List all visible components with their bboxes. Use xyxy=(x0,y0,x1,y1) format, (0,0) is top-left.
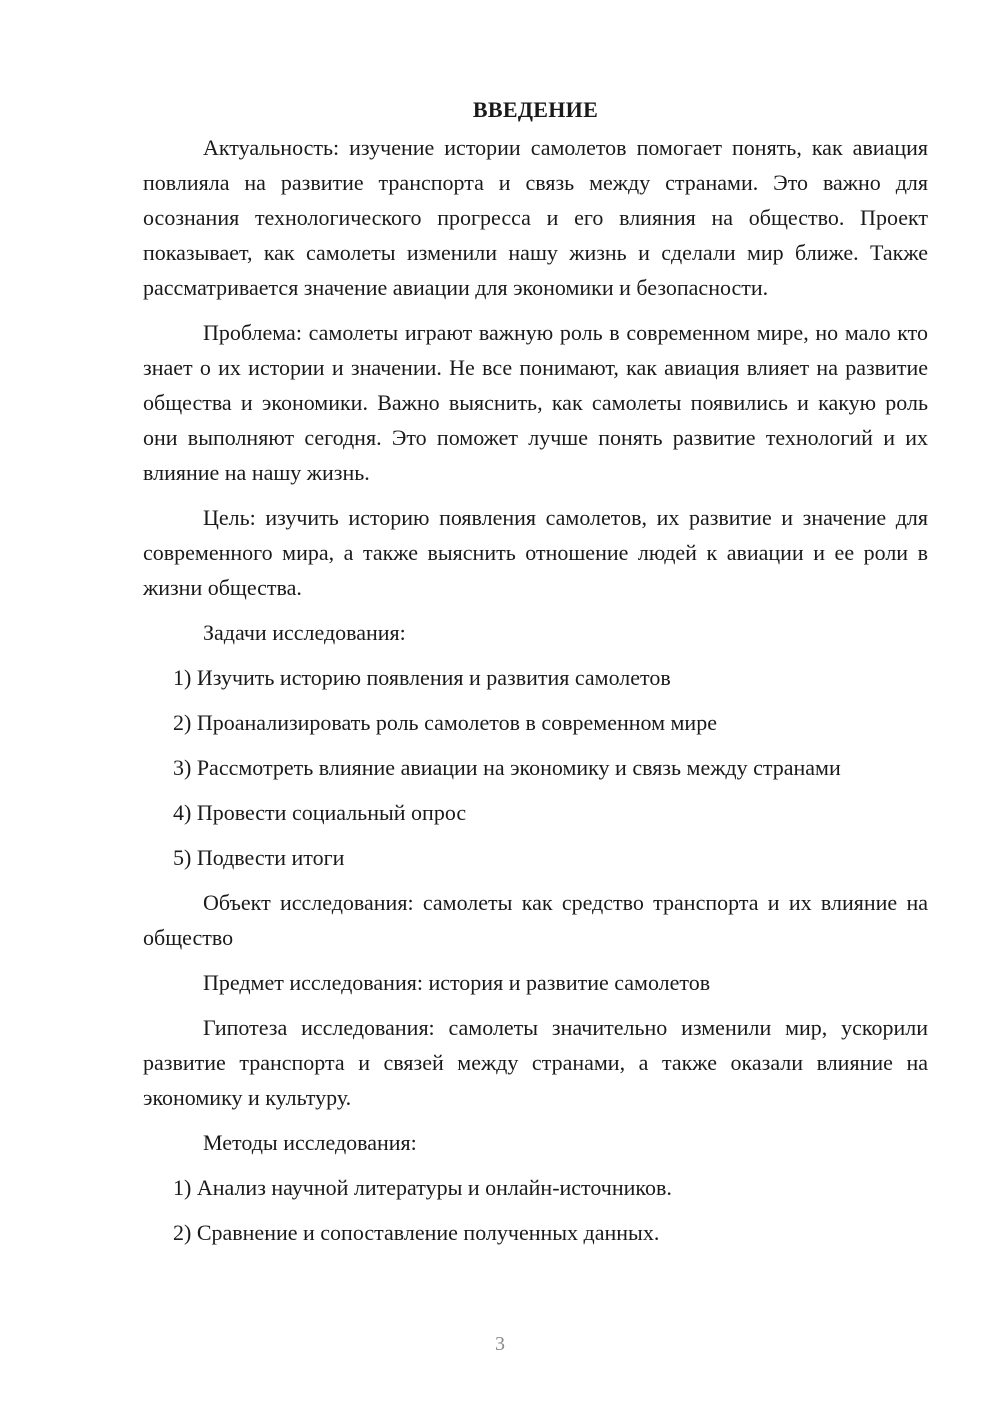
task-item-1: 1) Изучить историю появления и развития самолетов xyxy=(173,665,671,690)
methods-heading: Методы исследования: xyxy=(203,1130,417,1155)
method-item-2: 2) Сравнение и сопоставление полученных данных. xyxy=(173,1220,660,1245)
tasks-list xyxy=(143,660,928,875)
page-number: 3 xyxy=(495,1333,505,1355)
task-item-4: 4) Провести социальный опрос xyxy=(173,800,467,825)
relevance-paragraph: Актуальность: изучение истории самолетов помогает понять, как авиация повлияла на развитие транспорта и связь между странами. Это важно для осознания технологического прогресса и его влияния на общество. Проект показывает, как самолеты изменили нашу жизнь и сделали мир ближе. Также рассматривается значение авиации для экономики и безопасности. xyxy=(143,135,928,300)
tasks-heading: Задачи исследования: xyxy=(203,620,406,645)
goal-paragraph: Цель: изучить историю появления самолетов, их развитие и значение для современного мира, а также выяснить отношение людей к авиации и ее роли в жизни общества. xyxy=(143,505,928,600)
methods-list xyxy=(143,1170,928,1250)
task-item-5: 5) Подвести итоги xyxy=(173,845,345,870)
problem-paragraph: Проблема: самолеты играют важную роль в современном мире, но мало кто знает о их истории и значении. Не все понимают, как авиация влияет на развитие общества и экономики. Важно выяснить, как самолеты появились и какую роль они выполняют сегодня. Это поможет лучше понять развитие технологий и их влияние на нашу жизнь. xyxy=(143,320,928,485)
hypothesis-paragraph: Гипотеза исследования: самолеты значительно изменили мир, ускорили развитие транспорта и связей между странами, а также оказали влияние на экономику и культуру. xyxy=(143,1015,928,1110)
subject-paragraph: Предмет исследования: история и развитие самолетов xyxy=(203,970,711,995)
task-item-2: 2) Проанализировать роль самолетов в современном мире xyxy=(173,710,717,735)
task-item-3: 3) Рассмотреть влияние авиации на экономику и связь между странами xyxy=(173,755,841,780)
method-item-1: 1) Анализ научной литературы и онлайн-источников. xyxy=(173,1175,672,1200)
document-page xyxy=(143,92,928,1250)
object-paragraph: Объект исследования: самолеты как средство транспорта и их влияние на общество xyxy=(143,890,928,950)
page-title: ВВЕДЕНИЕ xyxy=(472,97,599,122)
